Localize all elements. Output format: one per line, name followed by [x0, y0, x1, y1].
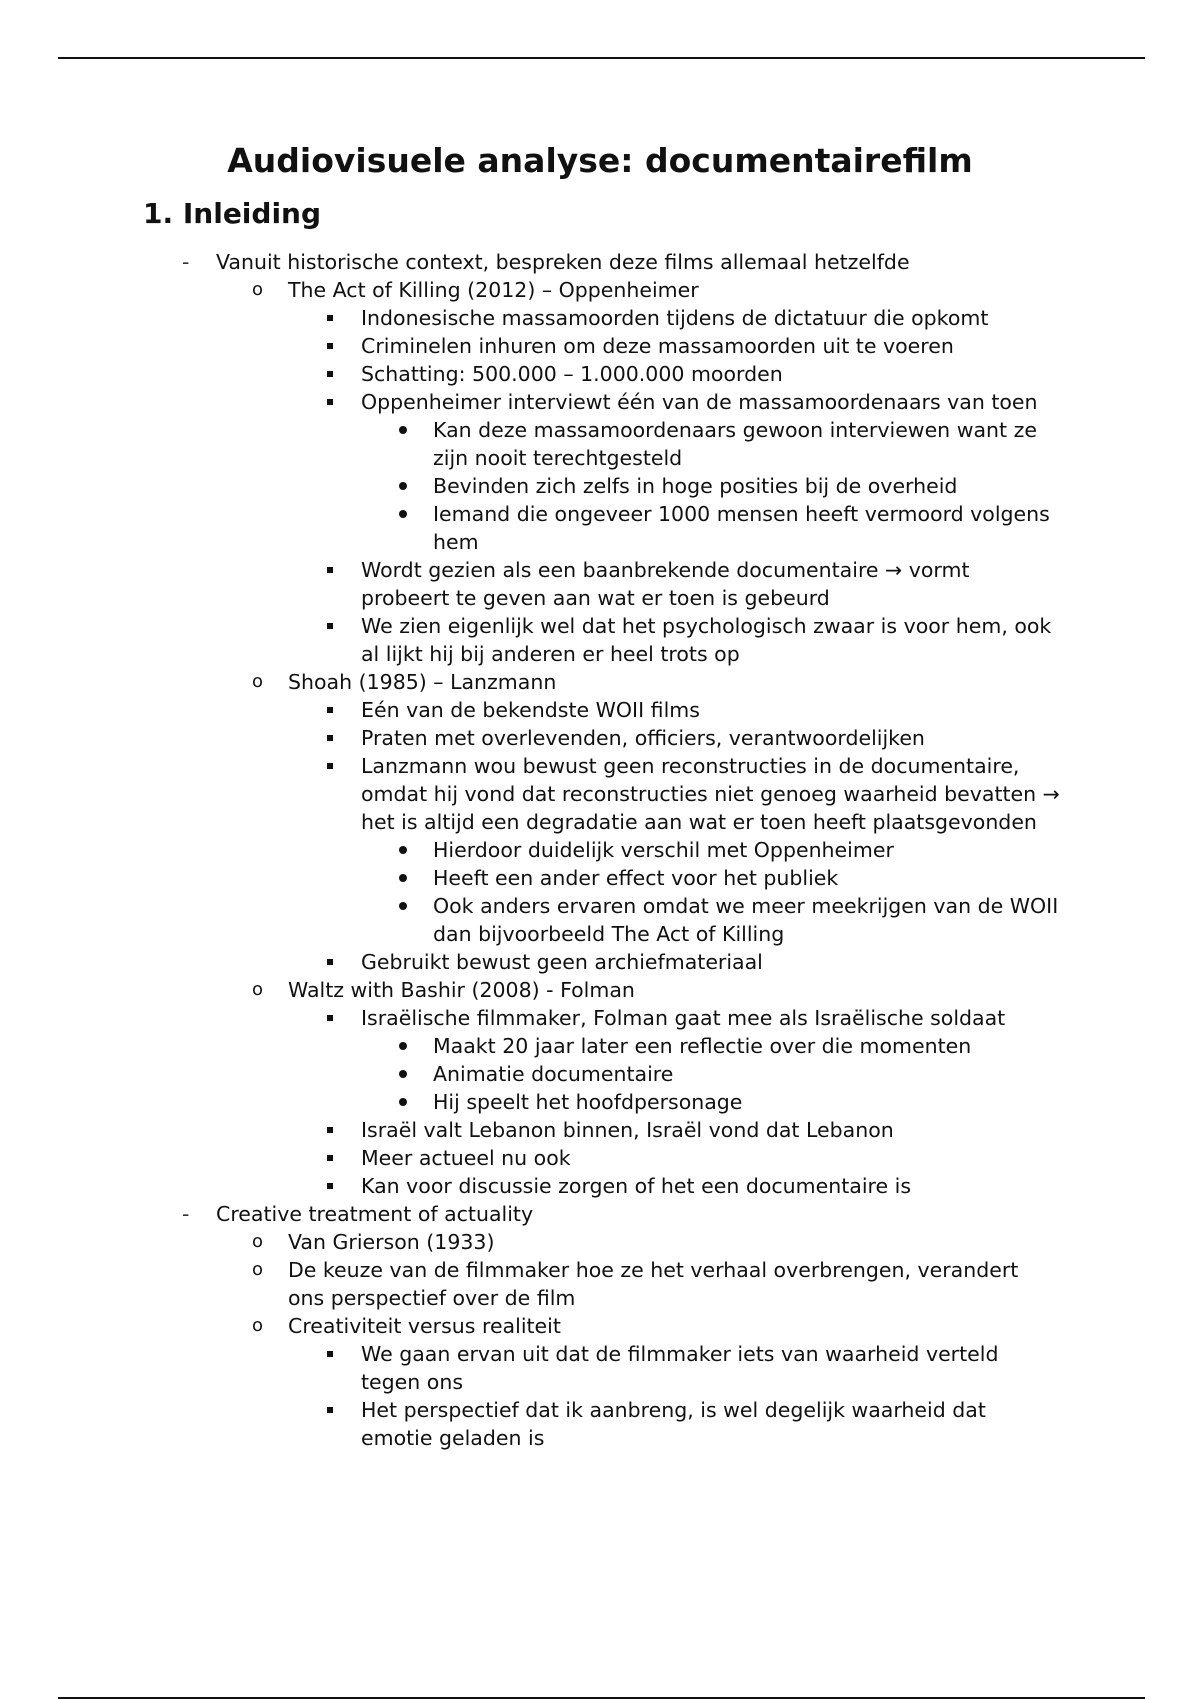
outline-item-text: Israël valt Lebanon binnen, Israël vond dat Lebanon — [361, 1118, 894, 1142]
outline-item-level-2 — [0, 1228, 1058, 1256]
outline-item-level-3 — [0, 304, 1061, 332]
square-bullet-icon — [327, 315, 333, 321]
square-bullet-icon — [327, 763, 333, 769]
dot-bullet-icon — [399, 874, 407, 882]
outline-item-level-4 — [0, 1032, 1063, 1060]
outline-item-level-3 — [0, 388, 1061, 416]
outline-item-text: Vanuit historische context, bespreken deze films allemaal hetzelfde — [216, 250, 910, 274]
outline-item-level-4 — [0, 472, 1063, 500]
outline-item-text: Kan voor discussie zorgen of het een documentaire is — [361, 1174, 911, 1198]
page-bottom-rule — [58, 1697, 1145, 1699]
dot-bullet-icon — [399, 846, 407, 854]
outline-item-level-3 — [0, 556, 1061, 612]
outline-item-text: Praten met overlevenden, officiers, verantwoordelijken — [361, 726, 925, 750]
square-bullet-icon — [327, 371, 333, 377]
square-bullet-icon — [327, 567, 333, 573]
outline-item-level-3 — [0, 752, 1061, 836]
outline-item-text: Gebruikt bewust geen archiefmateriaal — [361, 950, 763, 974]
outline-item-level-4 — [0, 1088, 1063, 1116]
outline-item-level-4 — [0, 1060, 1063, 1088]
outline-item-text: Wordt gezien als een baanbrekende documentaire → vormt probeert te geven aan wat er toen is gebeurd — [361, 558, 970, 610]
outline-item-text: Ook anders ervaren omdat we meer meekrijgen van de WOII dan bijvoorbeeld The Act of Killing — [433, 894, 1059, 946]
outline-item-text: Oppenheimer interviewt één van de massamoordenaars van toen — [361, 390, 1038, 414]
outline-item-level-3 — [0, 1396, 1061, 1452]
dot-bullet-icon — [399, 482, 407, 490]
square-bullet-icon — [327, 623, 333, 629]
square-bullet-icon — [327, 1183, 333, 1189]
outline-item-text: Maakt 20 jaar later een reflectie over die momenten — [433, 1034, 972, 1058]
page-top-rule — [58, 57, 1145, 59]
dot-bullet-icon — [399, 1042, 407, 1050]
outline-item-text: Hij speelt het hoofdpersonage — [433, 1090, 743, 1114]
square-bullet-icon — [327, 1407, 333, 1413]
square-bullet-icon — [327, 1127, 333, 1133]
document-title: Audiovisuele analyse: documentairefilm — [227, 141, 973, 180]
section-heading: 1. Inleiding — [143, 197, 322, 230]
outline-item-level-3 — [0, 724, 1061, 752]
outline-item-level-3 — [0, 696, 1061, 724]
circle-bullet-icon: o — [252, 979, 264, 1000]
outline-item-text: Kan deze massamoordenaars gewoon interviewen want ze zijn nooit terechtgesteld — [433, 418, 1037, 470]
outline-item-text: Criminelen inhuren om deze massamoorden uit te voeren — [361, 334, 954, 358]
outline-item-level-3 — [0, 1144, 1061, 1172]
circle-bullet-icon: o — [252, 1231, 264, 1252]
outline-item-text: De keuze van de filmmaker hoe ze het verhaal overbrengen, verandert ons perspectief over de film — [288, 1258, 1019, 1310]
dot-bullet-icon — [399, 426, 407, 434]
dash-bullet-icon: - — [182, 250, 190, 274]
dot-bullet-icon — [399, 1098, 407, 1106]
outline-item-level-3 — [0, 1004, 1061, 1032]
outline-item-text: Hierdoor duidelijk verschil met Oppenheimer — [433, 838, 894, 862]
outline-item-text: Het perspectief dat ik aanbreng, is wel degelijk waarheid dat emotie geladen is — [361, 1398, 986, 1450]
outline-item-level-3 — [0, 332, 1061, 360]
outline-item-text: Creative treatment of actuality — [216, 1202, 534, 1226]
outline-item-text: Iemand die ongeveer 1000 mensen heeft vermoord volgens hem — [433, 502, 1050, 554]
outline-item-text: Israëlische filmmaker, Folman gaat mee als Israëlische soldaat — [361, 1006, 1006, 1030]
square-bullet-icon — [327, 707, 333, 713]
dot-bullet-icon — [399, 902, 407, 910]
outline-item-level-2 — [0, 668, 1058, 696]
outline-item-level-3 — [0, 1172, 1061, 1200]
circle-bullet-icon: o — [252, 1315, 264, 1336]
outline-item-level-2 — [0, 276, 1058, 304]
outline-item-level-2 — [0, 976, 1058, 1004]
square-bullet-icon — [327, 1351, 333, 1357]
outline-item-level-1 — [0, 248, 1056, 276]
outline-item-text: We zien eigenlijk wel dat het psychologisch zwaar is voor hem, ook al lijkt hij bij anderen er heel trots op — [361, 614, 1052, 666]
dot-bullet-icon — [399, 1070, 407, 1078]
dash-bullet-icon: - — [182, 1202, 190, 1226]
outline-item-level-4 — [0, 892, 1063, 948]
outline-item-level-2 — [0, 1312, 1058, 1340]
outline-item-text: Van Grierson (1933) — [288, 1230, 495, 1254]
outline-item-level-4 — [0, 416, 1063, 472]
outline-item-level-3 — [0, 1340, 1061, 1396]
square-bullet-icon — [327, 399, 333, 405]
square-bullet-icon — [327, 735, 333, 741]
outline-item-level-3 — [0, 1116, 1061, 1144]
outline-item-level-3 — [0, 612, 1061, 668]
outline-item-text: Schatting: 500.000 – 1.000.000 moorden — [361, 362, 783, 386]
outline-item-text: Meer actueel nu ook — [361, 1146, 571, 1170]
outline-item-text: Animatie documentaire — [433, 1062, 674, 1086]
outline-item-level-4 — [0, 836, 1063, 864]
outline-list — [0, 248, 1200, 1452]
outline-item-text: Indonesische massamoorden tijdens de dictatuur die opkomt — [361, 306, 989, 330]
square-bullet-icon — [327, 1015, 333, 1021]
dot-bullet-icon — [399, 510, 407, 518]
outline-item-text: Waltz with Bashir (2008) - Folman — [288, 978, 635, 1002]
outline-item-text: The Act of Killing (2012) – Oppenheimer — [288, 278, 699, 302]
outline-item-text: Shoah (1985) – Lanzmann — [288, 670, 557, 694]
outline-item-text: Creativiteit versus realiteit — [288, 1314, 561, 1338]
outline-item-level-4 — [0, 864, 1063, 892]
outline-item-text: Eén van de bekendste WOII films — [361, 698, 700, 722]
square-bullet-icon — [327, 343, 333, 349]
circle-bullet-icon: o — [252, 279, 264, 300]
outline-item-level-4 — [0, 500, 1063, 556]
outline-item-text: Bevinden zich zelfs in hoge posities bij de overheid — [433, 474, 958, 498]
outline-item-level-1 — [0, 1200, 1056, 1228]
circle-bullet-icon: o — [252, 671, 264, 692]
outline-item-level-2 — [0, 1256, 1058, 1312]
square-bullet-icon — [327, 1155, 333, 1161]
circle-bullet-icon: o — [252, 1259, 264, 1280]
outline-item-text: Lanzmann wou bewust geen reconstructies in de documentaire, omdat hij vond dat reconstructies niet genoeg waarheid bevatten → het is altijd een degradatie aan wat er toen heeft plaatsgevonden — [361, 754, 1060, 834]
outline-item-text: We gaan ervan uit dat de filmmaker iets van waarheid verteld tegen ons — [361, 1342, 999, 1394]
square-bullet-icon — [327, 959, 333, 965]
outline-item-text: Heeft een ander effect voor het publiek — [433, 866, 839, 890]
outline-item-level-3 — [0, 360, 1061, 388]
outline-item-level-3 — [0, 948, 1061, 976]
